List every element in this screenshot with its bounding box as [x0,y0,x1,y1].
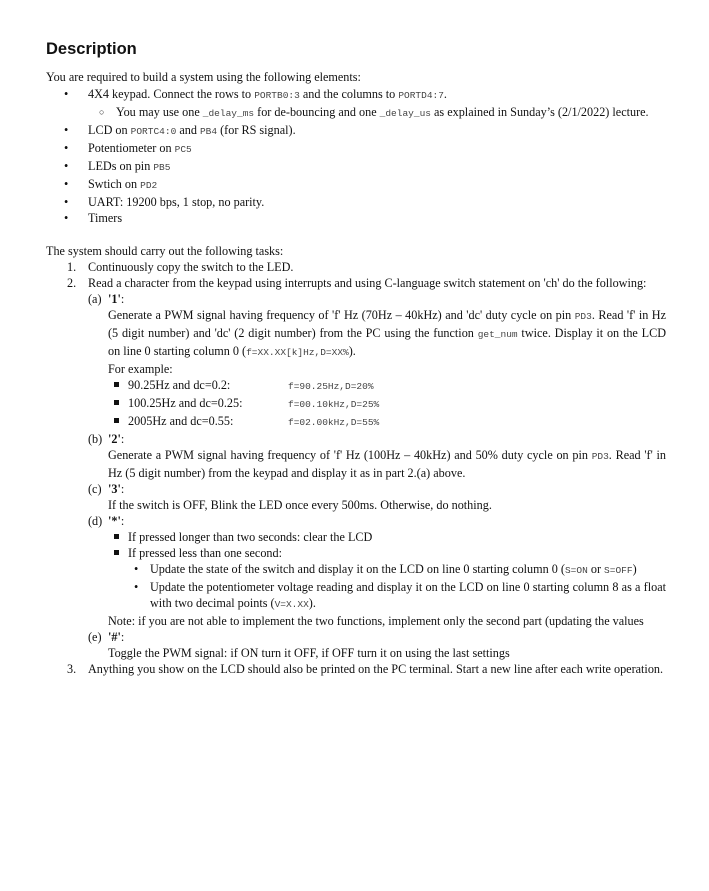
bullet-marker: • [64,141,69,155]
code-portc: PORTC4:0 [130,126,177,137]
code-lcd-format: f=XX.XX[k]Hz,D=XX% [246,347,349,358]
list-item-uart: • UART: 19200 bps, 1 stop, no parity. [64,195,265,209]
code-portb: PORTB0:3 [254,90,300,101]
code-delay-ms: _delay_ms [202,108,255,119]
code-pb5: PB5 [153,162,171,173]
task-1: 1. Continuously copy the switch to the LED. [67,260,294,274]
task-2d-update-switch: • Update the state of the switch and display it on the LCD on line 0 starting column 0 (S=ON or S=OFF) [134,562,637,576]
example-label: For example: [108,362,173,376]
document-page [46,40,666,677]
bullet-marker: • [64,123,69,137]
code-pc5: PC5 [174,144,192,155]
list-item-timers: • Timers [64,211,123,225]
task-2c-body: If the switch is OFF, Blink the LED once every 500ms. Otherwise, do nothing. [108,498,492,512]
code-get-num: get_num [477,329,518,340]
tasks-intro: The system should carry out the following tasks: [46,244,284,258]
task-2c-header: (c) '3': [88,482,125,496]
code-pd3: PD3 [574,311,592,322]
code-portd: PORTD4:7 [398,90,444,101]
circle-marker: ○ [99,107,105,117]
task-2b-header: (b) '2': [88,432,125,446]
task-2d-note: Note: if you are not able to implement the two functions, implement only the second part (updating the values [108,614,644,628]
bullet-marker: • [64,177,69,191]
code-pd2: PD2 [140,180,158,191]
example-row: 2005Hz and dc=0.55: f=02.00kHz,D=55% [46,413,666,431]
list-item-switch: • Swtich on PD2 [64,177,158,191]
bullet-marker: • [64,211,69,225]
list-item-keypad: • 4X4 keypad. Connect the rows to PORTB0:3 and the columns to PORTD4:7. [64,87,447,101]
code-pb4: PB4 [199,126,218,137]
code-pd3: PD3 [591,451,609,462]
task-2b-body: Generate a PWM signal having frequency of 'f' Hz (100Hz – 40kHz) and 50% duty cycle on pin PD3. Read 'f' in Hz (5 digit number) from the keypad and display it as in part 2.(a) above. [108,448,666,480]
task-2d-long-press: If pressed longer than two seconds: clear the LCD [46,529,666,545]
task-2: 2. Read a character from the keypad using interrupts and using C-language switch statement on 'ch' do the following: [67,276,647,290]
task-2a-header: (a) '1': [88,292,125,306]
list-item-pot: • Potentiometer on PC5 [64,141,192,155]
bullet-marker: • [64,195,69,209]
section-heading: Description [46,40,137,58]
list-item-delay: ○ You may use one _delay_ms for de-bouncing and one _delay_us as explained in Sunday’s (2/1/2022) lecture. [99,105,649,119]
bullet-marker: • [64,159,69,173]
task-2e-header: (e) '#': [88,630,125,644]
tasks-list [46,259,666,677]
task-2d-update-pot: • Update the potentiometer voltage reading and display it on the LCD on line 0 starting column 8 as a float with two decimal points (V=X.XX). [134,580,666,610]
task-2e-body: Toggle the PWM signal: if ON turn it OFF, if OFF turn it on using the last settings [108,646,510,660]
code-delay-us: _delay_us [379,108,431,119]
list-item-leds: • LEDs on pin PB5 [64,159,171,173]
bullet-marker: • [64,87,69,101]
task-2d-short-press: If pressed less than one second: [46,545,666,561]
intro-text: You are required to build a system using the following elements: [46,70,361,84]
example-row: 100.25Hz and dc=0.25: f=00.10kHz,D=25% [46,395,666,413]
task-2a-body: Generate a PWM signal having frequency of 'f' Hz (70Hz – 40kHz) and 'dc' duty cycle on pin PD3. Read 'f' in Hz (5 digit number) and 'dc' (2 digit number) from the PC using the function get_num twice. Display it on the LCD on line 0 starting column 0 (f=XX.XX[k]Hz,D=XX%). [108,308,667,358]
task-2d-header: (d) '*': [88,514,125,528]
task-3: 3. Anything you show on the LCD should also be printed on the PC terminal. Start a new line after each write operation. [67,662,664,676]
list-item-lcd: • LCD on PORTC4:0 and PB4 (for RS signal). [64,123,296,137]
elements-list [46,86,666,226]
example-row: 90.25Hz and dc=0.2: f=90.25Hz,D=20% [46,377,666,395]
